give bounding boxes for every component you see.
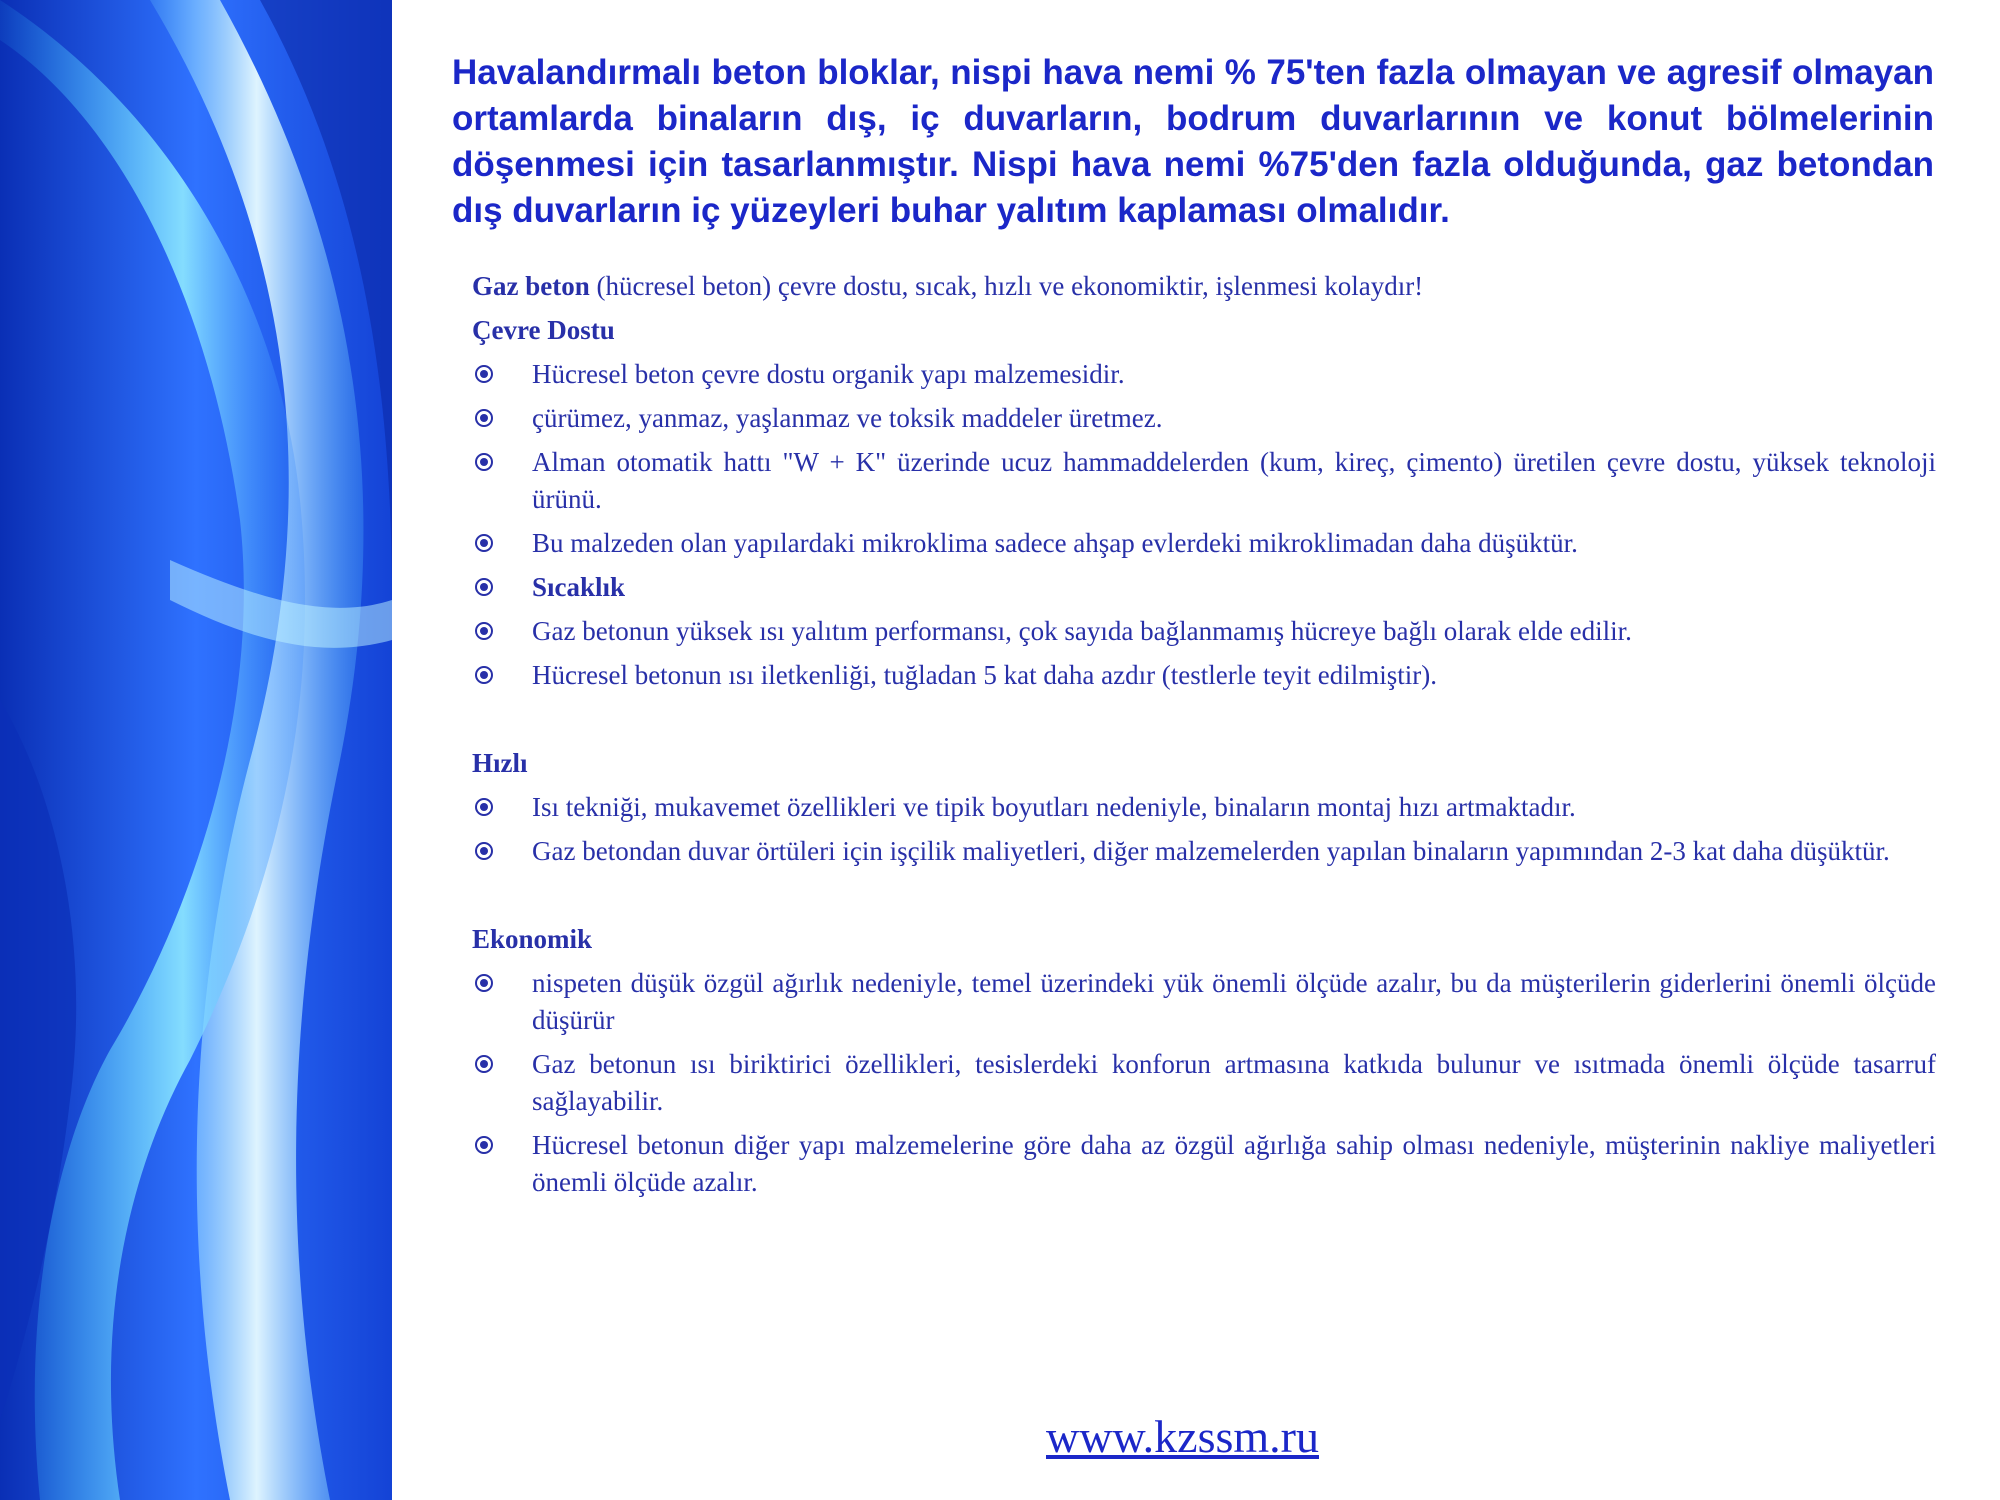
heading-fast: Hızlı (472, 748, 528, 778)
list-item (472, 789, 1936, 826)
spacer (472, 877, 1936, 921)
list-item (472, 833, 1936, 870)
circled-dot-bullet-icon (474, 408, 494, 428)
list-item (472, 965, 1936, 1039)
list-item-text: Hücresel betonun diğer yapı malzemelerine göre daha az özgül ağırlığa sahip olması nedeniyle, müşterinin nakliye maliyetleri önemli ölçüde azalır. (532, 1130, 1936, 1197)
list-item (472, 525, 1936, 562)
circled-dot-bullet-icon (474, 797, 494, 817)
circled-dot-bullet-icon (474, 452, 494, 472)
circled-dot-bullet-icon (474, 533, 494, 553)
spacer (472, 701, 1936, 745)
circled-dot-bullet-icon (474, 841, 494, 861)
economic-list (472, 965, 1936, 1201)
list-item-text: nispeten düşük özgül ağırlık nedeniyle, temel üzerindeki yük önemli ölçüde azalır, bu da müşterilerin giderlerini önemli ölçüde düşürür (532, 968, 1936, 1035)
list-item-text: Isı tekniği, mukavemet özellikleri ve tipik boyutları nedeniyle, binaların montaj hızı artmaktadır. (532, 792, 1576, 822)
circled-dot-bullet-icon (474, 665, 494, 685)
list-item (472, 1046, 1936, 1120)
list-item-text: Gaz betonun yüksek ısı yalıtım performansı, çok sayıda bağlanmamış hücreye bağlı olarak elde edilir. (532, 616, 1632, 646)
list-item-text: Alman otomatik hattı "W + K" üzerinde ucuz hammaddelerden (kum, kireç, çimento) üretilen çevre dostu, yüksek teknoloji ürünü. (532, 447, 1936, 514)
list-item-text: Hücresel beton çevre dostu organik yapı malzemesidir. (532, 359, 1125, 389)
curtain-graphic (0, 0, 392, 1500)
list-item (472, 1127, 1936, 1201)
list-item-text: Hücresel betonun ısı iletkenliği, tuğladan 5 kat daha azdır (testlerle teyit edilmiştir). (532, 660, 1437, 690)
circled-dot-bullet-icon (474, 621, 494, 641)
circled-dot-bullet-icon (474, 973, 494, 993)
list-item (472, 613, 1936, 650)
circled-dot-bullet-icon (474, 577, 494, 597)
circled-dot-bullet-icon (474, 1054, 494, 1074)
lead-bold: Gaz beton (472, 271, 590, 301)
list-item-text: çürümez, yanmaz, yaşlanmaz ve toksik maddeler üretmez. (532, 403, 1163, 433)
lead-line (472, 268, 1936, 305)
list-item-heading (472, 569, 1936, 606)
blue-curtain-wave-decoration (0, 0, 392, 1500)
main-content (452, 50, 1942, 1208)
fast-list (472, 789, 1936, 870)
list-item-text: Sıcaklık (532, 572, 626, 602)
list-item-text: Gaz betondan duvar örtüleri için işçilik maliyetleri, diğer malzemelerden yapılan binaların yapımından 2-3 kat daha düşüktür. (532, 836, 1890, 866)
circled-dot-bullet-icon (474, 364, 494, 384)
list-item-text: Bu malzeden olan yapılardaki mikroklima sadece ahşap evlerdeki mikroklimadan daha düşüktür. (532, 528, 1578, 558)
body-text (452, 268, 1942, 1201)
heading-economic: Ekonomik (472, 924, 593, 954)
list-item (472, 356, 1936, 393)
intro-paragraph: Havalandırmalı beton bloklar, nispi hava nemi % 75'ten fazla olmayan ve agresif olmayan ortamlarda binaların dış, iç duvarların, bodrum duvarlarının ve konut bölmelerinin döşenmesi için tasarlanmıştır. Nispi hava nemi %75'den fazla olduğunda, gaz betondan dış duvarların iç yüzeyleri buhar yalıtım kaplaması olmalıdır. (452, 53, 1934, 230)
list-item (472, 657, 1936, 694)
circled-dot-bullet-icon (474, 1135, 494, 1155)
website-link[interactable]: www.kzssm.ru (1046, 1411, 1319, 1462)
list-item (472, 400, 1936, 437)
heading-eco: Çevre Dostu (472, 315, 615, 345)
lead-rest: (hücresel beton) çevre dostu, sıcak, hızlı ve ekonomiktir, işlenmesi kolaydır! (589, 271, 1424, 301)
list-item-text: Gaz betonun ısı biriktirici özellikleri, tesislerdeki konforun artmasına katkıda bulunur ve ısıtmada önemli ölçüde tasarruf sağlayabilir. (532, 1049, 1936, 1116)
list-item (472, 444, 1936, 518)
eco-list (472, 356, 1936, 694)
